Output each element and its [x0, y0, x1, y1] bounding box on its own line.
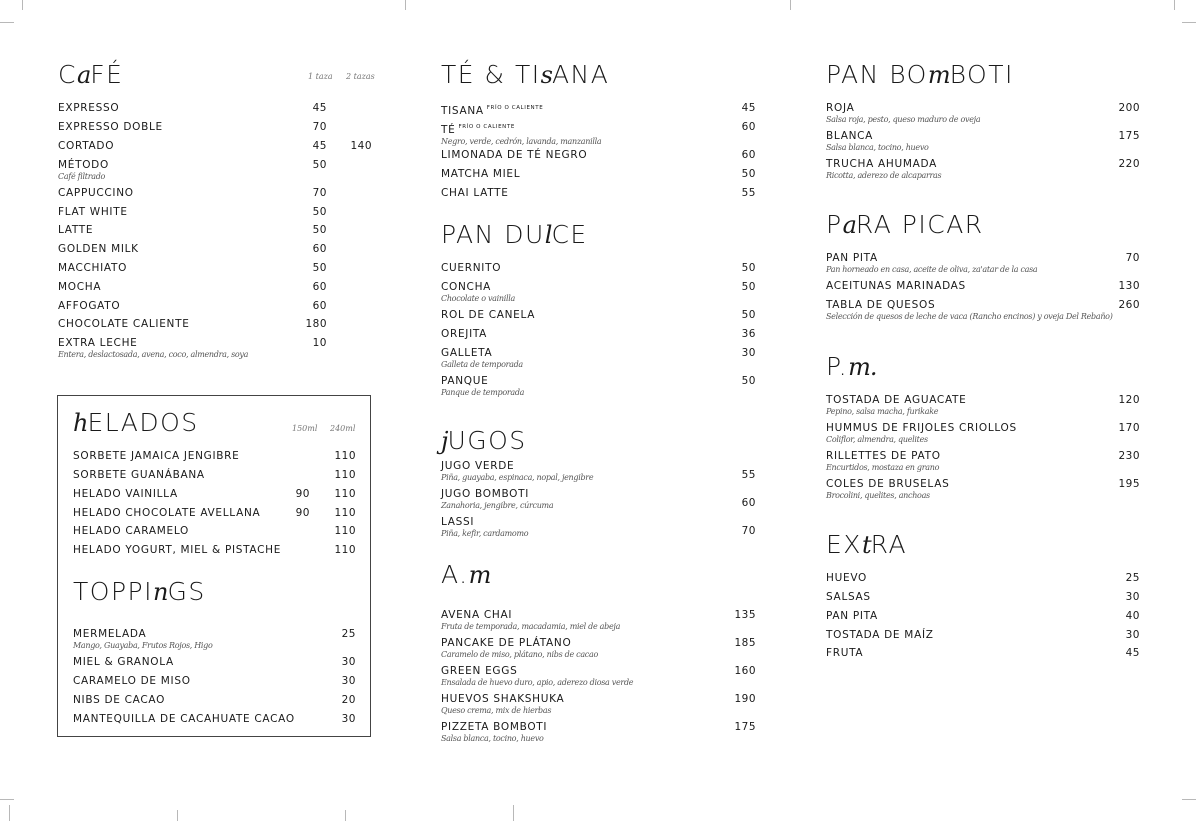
item-name: ACEITUNAS MARINADAS: [826, 280, 966, 292]
item-name: TOSTADA DE MAÍZ: [826, 629, 934, 641]
menu-item: [73, 525, 363, 538]
menu-item: [58, 300, 378, 313]
menu-item: [73, 656, 363, 669]
menu-item: [826, 647, 1146, 660]
crop-mark: [1182, 22, 1196, 23]
section-pan-bomboti: [826, 60, 1146, 190]
item-price: 175: [734, 721, 756, 733]
item-description: Galleta de temporada: [441, 360, 523, 369]
item-name: ROJA: [826, 102, 855, 114]
item-description: Salsa roja, pesto, queso maduro de oveja: [826, 115, 981, 124]
item-description: Ricotta, aderezo de alcaparras: [826, 171, 942, 180]
item-name: LATTE: [58, 224, 94, 236]
section-title: [441, 60, 761, 90]
menu-item: [826, 130, 1146, 152]
menu-item: [441, 609, 761, 631]
menu-item: [73, 675, 363, 688]
title-text: TOPPI: [73, 577, 153, 606]
section-title: [441, 426, 761, 456]
section-title: [826, 60, 1146, 90]
item-price: 60: [741, 121, 756, 133]
section-te-tisana: [441, 60, 761, 205]
item-price: 50: [312, 159, 327, 171]
section-title: [826, 530, 1146, 560]
item-name: TRUCHA AHUMADA: [826, 158, 938, 170]
item-name: TOSTADA DE AGUACATE: [826, 394, 967, 406]
item-price-2: 140: [350, 140, 372, 152]
item-price: 50: [741, 262, 756, 274]
item-name: BLANCA: [826, 130, 874, 142]
menu-item: [73, 469, 363, 482]
menu-item: [58, 281, 378, 294]
menu-item: [441, 262, 761, 275]
column-header-2-tazas: 2 tazas: [346, 72, 375, 81]
menu-item: [826, 572, 1146, 585]
item-price: 50: [741, 168, 756, 180]
menu-item: [826, 610, 1146, 623]
section-helados: [73, 408, 363, 558]
item-name: JUGO VERDE: [441, 460, 515, 472]
menu-item: [73, 488, 363, 501]
title-script: m: [468, 561, 491, 589]
item-price: 30: [341, 656, 356, 668]
item-price: 45: [312, 140, 327, 152]
item-price: 260: [1118, 299, 1140, 311]
item-name: CAPPUCCINO: [58, 187, 134, 199]
section-cafe: [58, 60, 378, 360]
menu-item: [441, 149, 761, 162]
item-price: 180: [305, 318, 327, 330]
item-description: Piña, guayaba, espinaca, nopal, jengibre: [441, 473, 594, 482]
item-description: Queso crema, mix de hierbas: [441, 706, 552, 715]
menu-item: [73, 544, 363, 557]
column-header-1-taza: 1 taza: [308, 72, 333, 81]
title-text: PAN DU: [441, 220, 545, 249]
item-name: LASSI: [441, 516, 475, 528]
menu-item: [441, 187, 761, 200]
item-name: GALLETA: [441, 347, 493, 359]
item-price: 55: [741, 187, 756, 199]
item-price: 175: [1118, 130, 1140, 142]
section-title: [73, 408, 363, 438]
menu-item: [826, 252, 1146, 274]
item-note: FRÍO O CALIENTE: [486, 105, 544, 111]
menu-item: [826, 299, 1146, 321]
item-name: CORTADO: [58, 140, 115, 152]
item-price: 70: [312, 121, 327, 133]
item-name: ROL DE CANELA: [441, 309, 536, 321]
item-description: Caramelo de miso, plátano, nibs de cacao: [441, 650, 598, 659]
item-price-2: 110: [334, 469, 356, 481]
menu-item: [441, 121, 761, 146]
item-description: Encurtidos, mostaza en grano: [826, 463, 940, 472]
item-name: MERMELADA: [73, 628, 147, 640]
menu-item: [441, 309, 761, 322]
menu-item: [58, 102, 378, 115]
column-header-240ml: 240ml: [330, 424, 356, 433]
menu-item: [441, 637, 761, 659]
item-description: Fruta de temporada, macadamia, miel de abeja: [441, 622, 621, 631]
item-name: EXTRA LECHE: [58, 337, 138, 349]
item-price: 30: [1125, 629, 1140, 641]
title-script: m.: [848, 353, 877, 381]
menu-item: [826, 280, 1146, 293]
item-note: FRÍO O CALIENTE: [458, 124, 515, 130]
title-script: l: [544, 221, 552, 249]
item-price: 45: [741, 102, 756, 114]
menu-item: [58, 187, 378, 200]
item-name: SALSAS: [826, 591, 871, 603]
title-text: P.: [826, 352, 849, 381]
title-script: a: [842, 211, 856, 239]
item-price: 200: [1118, 102, 1140, 114]
item-price: 60: [312, 281, 327, 293]
item-price: 50: [741, 281, 756, 293]
title-text: RA: [870, 530, 908, 559]
item-price: 220: [1118, 158, 1140, 170]
section-jugos: [441, 426, 761, 546]
title-script: n: [152, 578, 168, 606]
menu-item: [73, 450, 363, 463]
crop-mark: [513, 805, 514, 821]
item-name: MÉTODO: [58, 159, 109, 171]
title-text: FÉ: [90, 60, 124, 89]
column-header-150ml: 150ml: [292, 424, 318, 433]
item-name: CHAI LATTE: [441, 187, 509, 199]
item-price: 70: [1125, 252, 1140, 264]
title-text: ANA: [551, 60, 610, 89]
title-text: BOTI: [949, 60, 1014, 89]
section-para-picar: [826, 210, 1146, 330]
item-description: Salsa blanca, tocino, huevo: [826, 143, 929, 152]
item-name: NIBS DE CACAO: [73, 694, 166, 706]
menu-item: [826, 629, 1146, 642]
item-description: Pan horneado en casa, aceite de oliva, za'atar de la casa: [826, 265, 1038, 274]
crop-mark: [405, 0, 406, 10]
item-name: FRUTA: [826, 647, 864, 659]
menu-item: [826, 422, 1146, 444]
menu-item: [826, 158, 1146, 180]
item-name: AVENA CHAI: [441, 609, 513, 621]
item-price: 20: [341, 694, 356, 706]
title-script: j: [441, 427, 448, 455]
menu-item: [73, 694, 363, 707]
title-text: C: [58, 60, 77, 89]
title-text: EX: [826, 530, 862, 559]
crop-mark: [0, 22, 14, 23]
menu-item: [58, 140, 378, 153]
item-name: EXPRESSO DOBLE: [58, 121, 163, 133]
title-script: s: [540, 61, 552, 89]
item-name: PIZZETA BOMBOTI: [441, 721, 548, 733]
item-name: OREJITA: [441, 328, 488, 340]
item-name: HELADO YOGURT, MIEL & PISTACHE: [73, 544, 282, 556]
item-price: 30: [341, 675, 356, 687]
menu-item: [58, 262, 378, 275]
item-name: HELADO CARAMELO: [73, 525, 189, 537]
menu-item: [441, 347, 761, 369]
item-price: 185: [734, 637, 756, 649]
menu-item: [58, 243, 378, 256]
item-name: MATCHA MIEL: [441, 168, 521, 180]
crop-mark: [0, 799, 14, 800]
item-description: Coliflor, almendra, quelites: [826, 435, 928, 444]
menu-item: [58, 159, 378, 181]
item-description: Panque de temporada: [441, 388, 525, 397]
crop-mark: [1174, 0, 1175, 10]
section-am: [441, 560, 761, 750]
item-description: Café filtrado: [58, 172, 106, 181]
item-name: SORBETE JAMAICA JENGIBRE: [73, 450, 240, 462]
item-description: Chocolate o vainilla: [441, 294, 516, 303]
item-price: 60: [312, 243, 327, 255]
menu-item: [441, 721, 761, 743]
item-price: 25: [341, 628, 356, 640]
section-title: [73, 577, 363, 607]
item-price-2: 110: [334, 544, 356, 556]
item-name: FLAT WHITE: [58, 206, 128, 218]
item-name: PANQUE: [441, 375, 489, 387]
item-price: 130: [1118, 280, 1140, 292]
menu-item: [826, 450, 1146, 472]
item-description: Selección de quesos de leche de vaca (Rancho encinos) y oveja Del Rebaño): [826, 312, 1113, 321]
item-price: 30: [341, 713, 356, 725]
menu-item: [441, 281, 761, 303]
menu-item: [826, 102, 1146, 124]
menu-item: [441, 516, 761, 538]
menu-item: [58, 337, 378, 359]
item-name: HUEVOS SHAKSHUKA: [441, 693, 565, 705]
item-name: HELADO CHOCOLATE AVELLANA: [73, 507, 261, 519]
item-price: 45: [1125, 647, 1140, 659]
section-toppings: [73, 577, 363, 727]
crop-mark: [1182, 799, 1196, 800]
item-name: MACCHIATO: [58, 262, 128, 274]
crop-mark: [22, 0, 23, 10]
menu-item: [73, 628, 363, 650]
menu-item: [58, 318, 378, 331]
item-description: Piña, kefir, cardamomo: [441, 529, 529, 538]
title-text: P: [826, 210, 843, 239]
menu-item: [73, 713, 363, 726]
item-name: CUERNITO: [441, 262, 502, 274]
menu-item: [826, 591, 1146, 604]
title-text: TÉ & TI: [441, 60, 541, 89]
item-name: TABLA DE QUESOS: [826, 299, 936, 311]
item-price: 90: [295, 488, 310, 500]
item-name: MOCHA: [58, 281, 102, 293]
menu-item: [441, 168, 761, 181]
item-price-2: 110: [334, 507, 356, 519]
item-price: 160: [734, 665, 756, 677]
menu-item: [58, 206, 378, 219]
title-text: GS: [167, 577, 206, 606]
item-name: RILLETTES DE PATO: [826, 450, 941, 462]
item-name: AFFOGATO: [58, 300, 121, 312]
item-name: CHOCOLATE CALIENTE: [58, 318, 190, 330]
menu-item: [441, 460, 761, 482]
section-pm: [826, 352, 1146, 502]
menu-item: [441, 665, 761, 687]
crop-mark: [177, 810, 178, 821]
item-description: Pepino, salsa macha, furikake: [826, 407, 939, 416]
menu-item: [441, 488, 761, 510]
item-name: PANCAKE DE PLÁTANO: [441, 637, 572, 649]
menu-item: [826, 478, 1146, 500]
item-description: Zanahoria, jengibre, cúrcuma: [441, 501, 554, 510]
section-title: [826, 210, 1146, 240]
item-name: EXPRESSO: [58, 102, 120, 114]
item-price: 25: [1125, 572, 1140, 584]
menu-item: [58, 121, 378, 134]
item-name: CARAMELO DE MISO: [73, 675, 191, 687]
item-name: LIMONADA DE TÉ NEGRO: [441, 149, 588, 161]
title-script: t: [861, 531, 871, 559]
menu-item: [441, 328, 761, 341]
item-name: COLES DE BRUSELAS: [826, 478, 950, 490]
title-text: ELADOS: [87, 408, 199, 437]
title-script: m: [927, 61, 950, 89]
item-price: 50: [741, 375, 756, 387]
item-name: PAN PITA: [826, 610, 878, 622]
menu-item: [826, 394, 1146, 416]
section-title: [441, 560, 761, 590]
item-name: MANTEQUILLA DE CACAHUATE CACAO: [73, 713, 295, 725]
item-description: Ensalada de huevo duro, apio, aderezo diosa verde: [441, 678, 634, 687]
section-pan-dulce: [441, 220, 761, 400]
title-script: a: [76, 61, 91, 89]
menu-item: [441, 375, 761, 397]
menu-item: [441, 102, 761, 118]
title-text: PAN BO: [826, 60, 928, 89]
item-price: 50: [312, 206, 327, 218]
item-price-2: 110: [334, 525, 356, 537]
item-price: 190: [734, 693, 756, 705]
item-price: 70: [312, 187, 327, 199]
crop-mark: [345, 810, 346, 821]
title-text: UGOS: [447, 426, 527, 455]
menu-item: [73, 507, 363, 520]
item-name: GOLDEN MILK: [58, 243, 139, 255]
item-price: 10: [312, 337, 327, 349]
item-price: 60: [741, 497, 756, 509]
menu-item: [441, 693, 761, 715]
item-price: 170: [1118, 422, 1140, 434]
item-name: HUMMUS DE FRIJOLES CRIOLLOS: [826, 422, 1017, 434]
item-price: 55: [741, 469, 756, 481]
item-name: MIEL & GRANOLA: [73, 656, 174, 668]
item-name: PAN PITA: [826, 252, 878, 264]
item-name: HUEVO: [826, 572, 867, 584]
item-price: 70: [741, 525, 756, 537]
item-price-2: 110: [334, 450, 356, 462]
item-price-2: 110: [334, 488, 356, 500]
item-price: 135: [734, 609, 756, 621]
item-description: Salsa blanca, tocino, huevo: [441, 734, 544, 743]
item-price: 30: [1125, 591, 1140, 603]
section-title: [826, 352, 1146, 382]
item-name: SORBETE GUANÁBANA: [73, 469, 205, 481]
item-price: 50: [741, 309, 756, 321]
item-name: CONCHA: [441, 281, 492, 293]
item-name: TISANA: [441, 105, 484, 117]
item-name: HELADO VAINILLA: [73, 488, 178, 500]
crop-mark: [9, 805, 10, 821]
item-price: 36: [741, 328, 756, 340]
item-price: 30: [741, 347, 756, 359]
item-price: 60: [741, 149, 756, 161]
item-description: Brocolini, quelites, anchoas: [826, 491, 930, 500]
item-price: 50: [312, 224, 327, 236]
title-text: RA PICAR: [855, 210, 984, 239]
item-name: GREEN EGGS: [441, 665, 518, 677]
item-price: 40: [1125, 610, 1140, 622]
item-description: Mango, Guayaba, Frutos Rojos, Higo: [73, 641, 213, 650]
crop-mark: [790, 0, 791, 10]
item-price: 45: [312, 102, 327, 114]
menu-item: [58, 224, 378, 237]
item-description: Negro, verde, cedrón, lavanda, manzanilla: [441, 137, 602, 146]
section-title: [441, 220, 761, 250]
title-script: h: [73, 409, 88, 437]
item-price: 120: [1118, 394, 1140, 406]
item-price: 60: [312, 300, 327, 312]
section-extra: [826, 530, 1146, 670]
item-price: 90: [295, 507, 310, 519]
item-price: 230: [1118, 450, 1140, 462]
item-name: JUGO BOMBOTI: [441, 488, 530, 500]
item-description: Entera, deslactosada, avena, coco, almendra, soya: [58, 350, 249, 359]
item-price: 195: [1118, 478, 1140, 490]
item-name: TÉ: [441, 124, 456, 136]
item-price: 50: [312, 262, 327, 274]
title-text: A.: [441, 560, 469, 589]
title-text: CE: [551, 220, 588, 249]
